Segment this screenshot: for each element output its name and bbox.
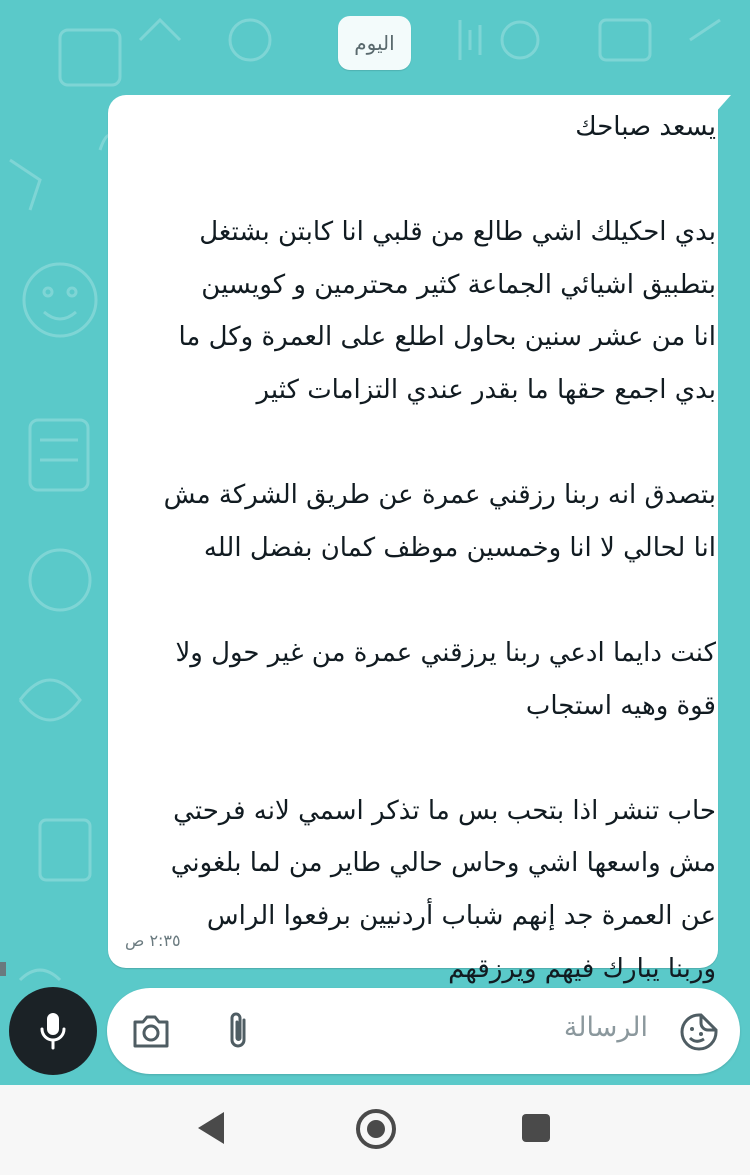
message-composer[interactable]: [107, 988, 740, 1074]
message-blank-line: [126, 732, 716, 785]
message-line: بدي احكيلك اشي طالع من قلبي انا كابتن بشتغل: [199, 217, 716, 248]
date-chip: اليوم: [338, 16, 411, 70]
camera-icon[interactable]: [131, 1012, 171, 1050]
message-blank-line: [126, 417, 716, 470]
scroll-indicator: [0, 962, 6, 976]
sticker-emoji-icon[interactable]: [679, 1012, 719, 1052]
system-navigation-bar: [0, 1085, 750, 1175]
square-recents-icon[interactable]: [521, 1113, 551, 1143]
paperclip-icon[interactable]: [222, 1010, 256, 1052]
microphone-button[interactable]: [9, 987, 97, 1075]
triangle-back-icon[interactable]: [196, 1110, 226, 1146]
message-line: بتطبيق اشيائي الجماعة كثير محترمين و كويسين: [201, 269, 716, 300]
message-line: انا لحالي لا انا وخمسين موظف كمان بفضل الله: [203, 532, 716, 563]
message-line: وربنا يبارك فيهم ويرزقهم: [448, 953, 716, 984]
message-line: بتصدق انه ربنا رزقني عمرة عن طريق الشركة مش: [163, 480, 716, 511]
message-bubble-tail: [715, 95, 731, 113]
message-line: بدي اجمع حقها ما بقدر عندي التزامات كثير: [256, 374, 716, 405]
circle-home-icon[interactable]: [355, 1108, 397, 1150]
message-line: قوة وهيه استجاب: [525, 690, 716, 721]
message-line: عن العمرة جد إنهم شباب أردنيين برفعوا الراس: [206, 900, 716, 931]
message-line: مش واسعها اشي وحاس حالي طاير من لما بلغوني: [170, 848, 716, 879]
message-line: يسعد صباحك: [575, 112, 716, 142]
message-blank-line: [126, 574, 716, 627]
message-line: كنت دايما ادعي ربنا يرزقني عمرة من غير حول ولا: [175, 637, 716, 668]
message-blank-line: [126, 154, 716, 207]
message-timestamp: ٢:٣٥ ص: [125, 931, 181, 950]
message-line: انا من عشر سنين بحاول اطلع على العمرة وكل ما: [178, 322, 716, 353]
microphone-icon: [38, 1011, 68, 1051]
message-line: حاب تنشر اذا بتحب بس ما تذكر اسمي لانه فرحتي: [173, 795, 716, 826]
message-input-placeholder[interactable]: الرسالة: [563, 1012, 648, 1043]
message-text: [126, 101, 716, 995]
